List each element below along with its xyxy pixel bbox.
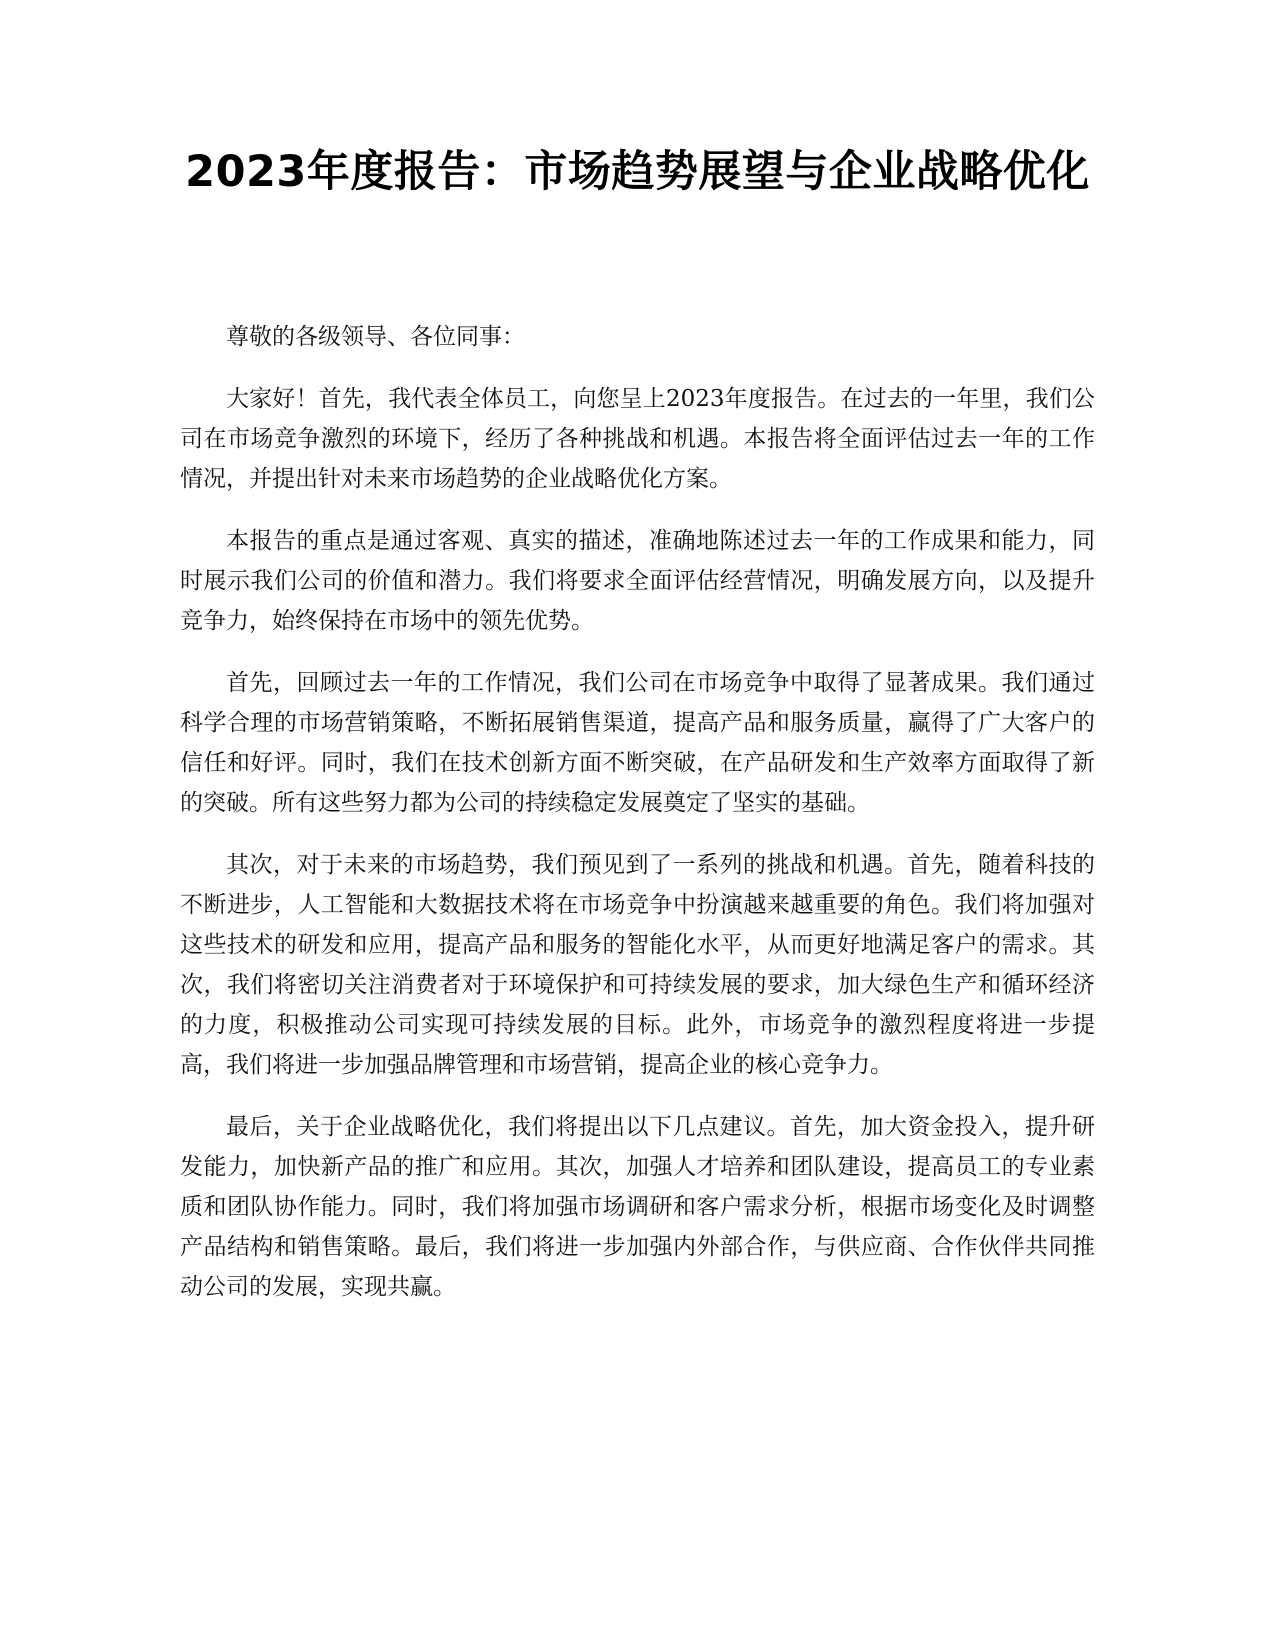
body-paragraph: 首先，回顾过去一年的工作情况，我们公司在市场竞争中取得了显著成果。我们通过科学合理的市场营销策略，不断拓展销售渠道，提高产品和服务质量，赢得了广大客户的信任和好评。同时，我们在技术创新方面不断突破，在产品研发和生产效率方面取得了新的突破。所有这些努力都为公司的持续稳定发展奠定了坚实的基础。 <box>180 670 1095 816</box>
document-title: 2023年度报告：市场趋势展望与企业战略优化 <box>185 147 1090 197</box>
document-body <box>180 317 1095 1329</box>
body-paragraph: 大家好！首先，我代表全体员工，向您呈上2023年度报告。在过去的一年里，我们公司在市场竞争激烈的环境下，经历了各种挑战和机遇。本报告将全面评估过去一年的工作情况，并提出针对未来市场趋势的企业战略优化方案。 <box>180 386 1095 492</box>
body-paragraph: 其次，对于未来的市场趋势，我们预见到了一系列的挑战和机遇。首先，随着科技的不断进步，人工智能和大数据技术将在市场竞争中扮演越来越重要的角色。我们将加强对这些技术的研发和应用，提高产品和服务的智能化水平，从而更好地满足客户的需求。其次，我们将密切关注消费者对于环境保护和可持续发展的要求，加大绿色生产和循环经济的力度，积极推动公司实现可持续发展的目标。此外，市场竞争的激烈程度将进一步提高，我们将进一步加强品牌管理和市场营销，提高企业的核心竞争力。 <box>180 852 1095 1078</box>
salutation-paragraph: 尊敬的各级领导、各位同事： <box>226 324 525 350</box>
body-paragraph: 最后，关于企业战略优化，我们将提出以下几点建议。首先，加大资金投入，提升研发能力，加快新产品的推广和应用。其次，加强人才培养和团队建设，提高员工的专业素质和团队协作能力。同时，我们将加强市场调研和客户需求分析，根据市场变化及时调整产品结构和销售策略。最后，我们将进一步加强内外部合作，与供应商、合作伙伴共同推动公司的发展，实现共赢。 <box>180 1114 1095 1300</box>
body-paragraph: 本报告的重点是通过客观、真实的描述，准确地陈述过去一年的工作成果和能力，同时展示我们公司的价值和潜力。我们将要求全面评估经营情况，明确发展方向，以及提升竞争力，始终保持在市场中的领先优势。 <box>180 528 1095 634</box>
